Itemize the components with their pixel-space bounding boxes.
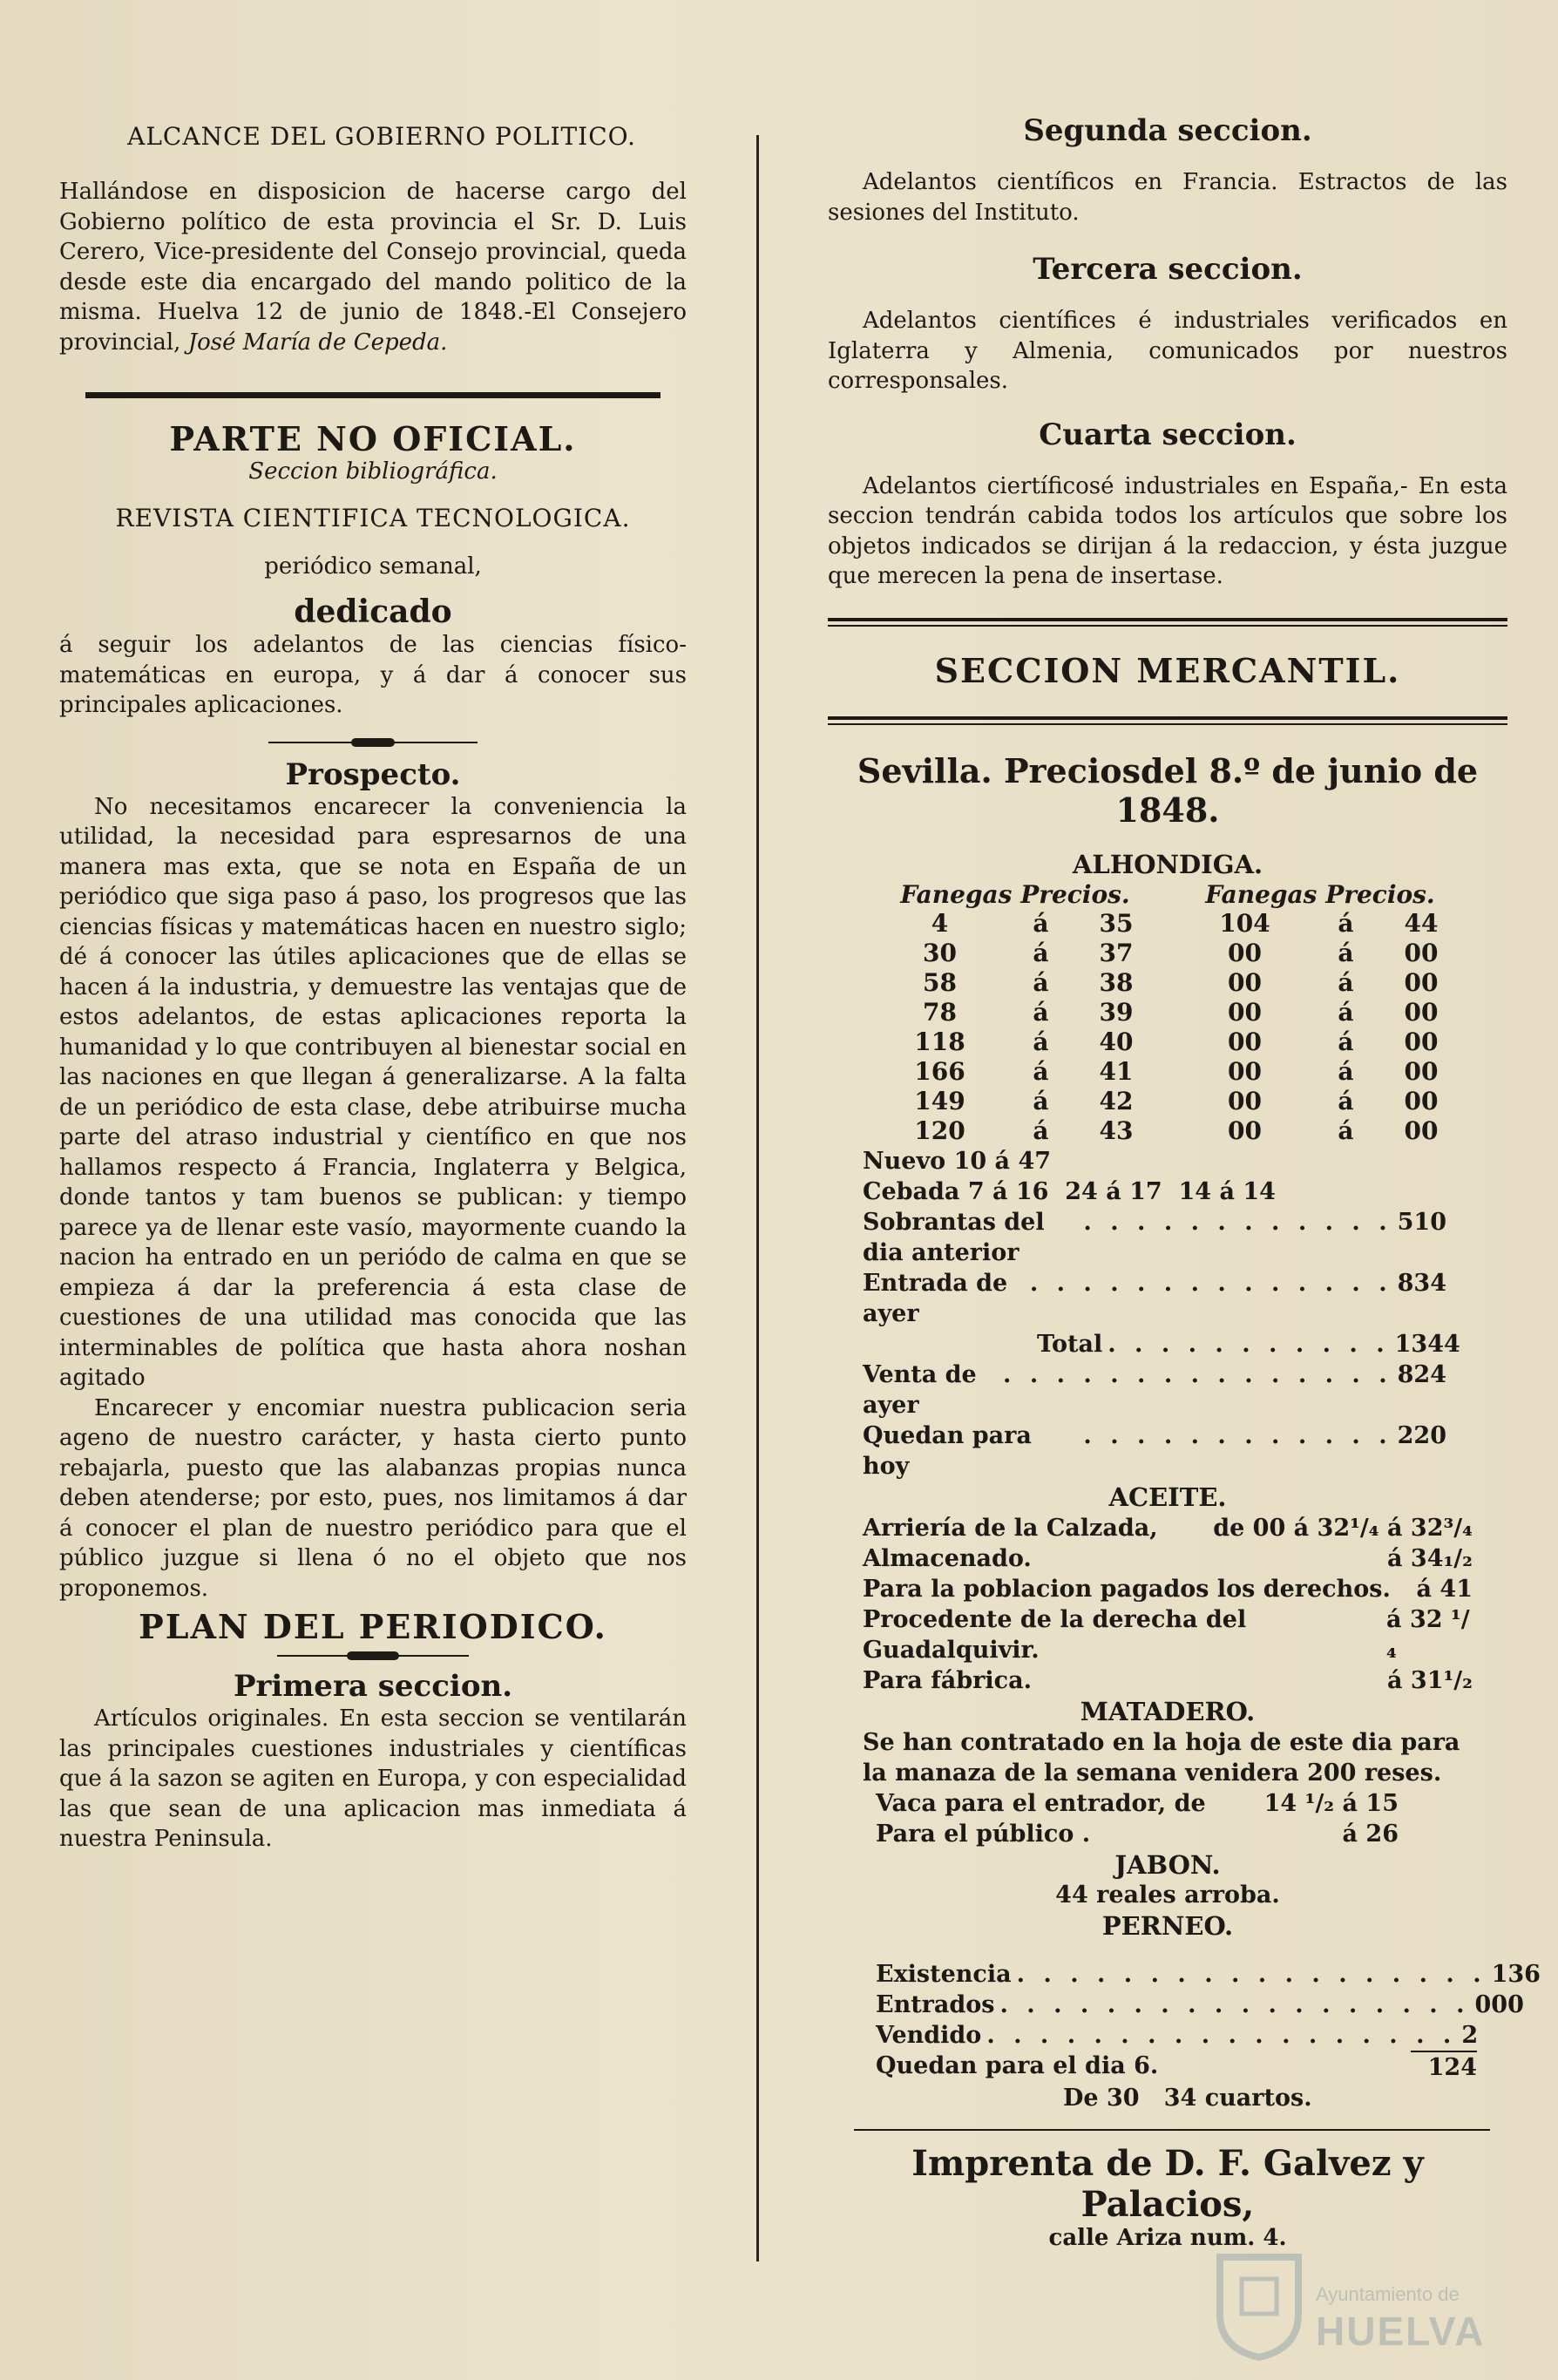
sobrantes-value: 510 — [1397, 1208, 1446, 1236]
alhondiga-cell: 00 — [1227, 939, 1262, 967]
alhondiga-cell: á — [1338, 1087, 1354, 1115]
matadero-title: MATADERO. — [1080, 1696, 1256, 1726]
alhondiga-cell: 42 — [1099, 1087, 1134, 1115]
prospecto-paragraph-1: No necesitamos encarecer la conveniencia la utilidad, la necesidad para espresarnos de una manera mas exta, que se nota en España de un periódico que siga paso á paso, los progresos que las ciencias físicas y matemáticas hacen en nuestro siglo; dé á conocer las útiles aplicaciones que de ellas se hacen á la industria, y demuestre las ventajas que de estos adelantos, de estas aplicaciones reporta la humanidad y lo que contribuyen al bienestar social en las naciones en que llegan á generalizarse. A la falta de un periódico de esta clase, debe atribuirse mucha parte del atraso industrial y científico en que nos hallamos respecto á Francia, Inglaterra y Belgica, donde tantos y tam buenos se publican: y tiempo parece ya de llenar este vasío, mayormente cuando la nacion ha entrado en un periódo de calma en que se empieza á dar la preferencia á esta clase de cuestiones de una utilidad mas conocida que las interminables de política que hasta ahora noshan agitado — [59, 793, 687, 1391]
total-row: Total . . . . . . . . . . . 1344 — [863, 1329, 1446, 1360]
alhondiga-row — [863, 1057, 1473, 1087]
total-label: Total — [1037, 1330, 1103, 1358]
right-column — [828, 113, 1541, 2251]
watermark-line-2: HUELVA — [1316, 2309, 1486, 2354]
quedan-dia-value: 124 — [1411, 2051, 1477, 2083]
vendido-value: 2 — [1461, 2021, 1479, 2049]
aceite-value: á 41 — [1416, 1575, 1473, 1603]
alcance-text — [59, 177, 687, 357]
cuarta-text: Adelantos ciertíficosé industriales en España,- En esta seccion tendrán cabida todos los artículos que sobre los objetos indicados se dirijan á la redaccion, y ésta juzgue que merecen la pena de insertase. — [828, 472, 1507, 589]
alcance-text-body: Hallándose en disposicion de hacerse cargo del Gobierno político de esta provincia el Sr. D. Luis Cerero, Vice-presidente del Consejo provincial, queda desde este dia encargado del mando politico de la misma. Huelva 12 de junio de 1848.-El Consejero provincial, — [59, 179, 687, 356]
alcance-signature: José María de Cepeda. — [187, 329, 448, 356]
alhondiga-cell: 00 — [1404, 998, 1439, 1027]
alhondiga-cell: á — [1338, 1116, 1354, 1145]
column-divider — [756, 135, 759, 2261]
alhondiga-cell: 35 — [1099, 909, 1134, 938]
cebada-row: Cebada 7 á 16 24 á 17 14 á 14 — [863, 1177, 1276, 1205]
mercantil-title: SECCION MERCANTIL. — [934, 650, 1401, 690]
revista-title: REVISTA CIENTIFICA TECNOLOGICA. — [115, 504, 631, 532]
alhondiga-totals — [863, 1207, 1460, 1482]
vaca-publico-value: á 26 — [1342, 1820, 1399, 1848]
de-30-row: De 30 34 cuartos. — [1063, 2084, 1312, 2112]
alhondiga-cell: 00 — [1227, 1027, 1262, 1056]
alhondiga-cell: á — [1338, 998, 1354, 1027]
vaca-publico-label: Para el público . — [876, 1820, 1091, 1848]
alhondiga-cell: 00 — [1227, 1087, 1262, 1115]
huelva-watermark — [1202, 2248, 1516, 2362]
alhondiga-cell: 00 — [1404, 1057, 1439, 1086]
alhondiga-cell: á — [1338, 909, 1354, 938]
sevilla-title: Sevilla. Preciosdel 8.º de junio de 1848. — [857, 750, 1479, 830]
ornament-knot — [347, 1651, 399, 1660]
parte-subtitle: Seccion bibliográfica. — [248, 458, 498, 485]
alhondiga-body — [863, 909, 1473, 1146]
aceite-row — [863, 1543, 1473, 1574]
alhondiga-cell: 166 — [914, 1057, 965, 1086]
plan-title: PLAN DEL PERIODICO. — [139, 1607, 607, 1646]
imprenta-rule — [854, 2129, 1490, 2131]
alhondiga-cell: á — [1033, 1057, 1049, 1086]
alhondiga-cell: á — [1033, 1116, 1049, 1145]
vendido-label: Vendido — [876, 2021, 982, 2049]
vaca-publico-row — [876, 1819, 1399, 1849]
alhondiga-cell: 00 — [1404, 1116, 1439, 1145]
entrados-label: Entrados — [876, 1990, 995, 2018]
alhondiga-cell: á — [1338, 968, 1354, 997]
aceite-row — [863, 1574, 1473, 1604]
segunda-title: Segunda seccion. — [1023, 113, 1312, 148]
alhondiga-cell: 38 — [1099, 968, 1134, 997]
alhondiga-row — [863, 939, 1473, 968]
entrada-row: Entrada de ayer . . . . . . . . . . . . . . 834 — [863, 1269, 1446, 1327]
alhondiga-cell: 118 — [914, 1027, 965, 1056]
quedan-label: Quedan para hoy — [863, 1421, 1032, 1480]
alhondiga-cell: 120 — [914, 1116, 965, 1145]
alhondiga-cell: á — [1033, 968, 1049, 997]
header-precios: Precios. — [1020, 879, 1130, 909]
alhondiga-row — [863, 1116, 1473, 1146]
alhondiga-cell: 37 — [1099, 939, 1134, 967]
vaca-entrador-value: 14 ¹/₂ á 15 — [1263, 1789, 1399, 1817]
vendido-row: Vendido . . . . . . . . . . . . . . . . . . 2 — [876, 2021, 1479, 2049]
alhondiga-table — [863, 880, 1473, 1146]
header-right — [1168, 880, 1473, 909]
alhondiga-title: ALHONDIGA. — [1072, 849, 1263, 879]
alhondiga-cell: 40 — [1099, 1027, 1134, 1056]
quedan-row: Quedan para hoy . . . . . . . . . . . . 220 — [863, 1421, 1446, 1480]
entrados-value: 000 — [1474, 1990, 1524, 2018]
sobrantes-row: Sobrantas del dia anterior . . . . . . . . . . . . 510 — [863, 1208, 1446, 1266]
double-rule-bottom — [828, 716, 1507, 725]
alhondiga-cell: á — [1033, 998, 1049, 1027]
venta-value: 824 — [1397, 1360, 1446, 1388]
alhondiga-cell: á — [1033, 1027, 1049, 1056]
aceite-title: ACEITE. — [1108, 1482, 1227, 1512]
ornament-divider — [268, 738, 478, 747]
entrada-value: 834 — [1397, 1269, 1446, 1297]
venta-row: Venta de ayer . . . . . . . . . . . . . . . 824 — [863, 1360, 1446, 1419]
tercera-text: Adelantos científices é industriales verificados en Iglaterra y Almenia, comunicados por nuestros corresponsales. — [828, 308, 1507, 394]
nuevo-row: Nuevo 10 á 47 — [863, 1147, 1052, 1175]
ornament-knot — [351, 738, 395, 747]
alhondiga-cell: á — [1338, 1027, 1354, 1056]
alhondiga-cell: á — [1338, 1057, 1354, 1086]
aceite-value: á 32 ¹/₄ — [1386, 1605, 1470, 1664]
entrados-row: Entrados . . . . . . . . . . . . . . . . . . 000 — [876, 1990, 1524, 2018]
vaca-entrador-label: Vaca para el entrador, de — [876, 1789, 1206, 1817]
alcance-title: ALCANCE DEL GOBIERNO POLITICO. — [127, 122, 636, 151]
vaca-list — [876, 1788, 1399, 1849]
dedicado-text: á seguir los adelantos de las ciencias físico-matemáticas en europa, y á dar á conocer sus principales aplicaciones. — [59, 632, 687, 718]
alhondiga-cell: á — [1033, 909, 1049, 938]
cuarta-title: Cuarta seccion. — [1039, 417, 1297, 452]
alhondiga-cell: 43 — [1099, 1116, 1134, 1145]
aceite-label: Almacenado. — [863, 1544, 1032, 1572]
alhondiga-cell: 104 — [1219, 909, 1270, 938]
alhondiga-row — [863, 1027, 1473, 1057]
alhondiga-cell: 00 — [1404, 1027, 1439, 1056]
aceite-label: Arriería de la Calzada, — [863, 1514, 1158, 1542]
tercera-title: Tercera seccion. — [1033, 252, 1303, 287]
alhondiga-cell: 00 — [1227, 968, 1262, 997]
perneo-title: PERNEO. — [1101, 1910, 1234, 1941]
watermark-line-1: Ayuntamiento de — [1316, 2283, 1460, 2305]
alhondiga-row — [863, 909, 1473, 939]
alhondiga-header-row — [863, 880, 1473, 909]
alhondiga-cell: 00 — [1404, 939, 1439, 967]
quedan-value: 220 — [1397, 1421, 1446, 1449]
aceite-row — [863, 1604, 1473, 1665]
calle-line: calle Ariza num. 4. — [1048, 2224, 1287, 2251]
prospecto-paragraph-2: Encarecer y encomiar nuestra publicacion seria ageno de nuestro carácter, y hasta cierto punto rebajarla, puesto que las alabanzas propias nunca deben atenderse; por esto, pues, nos limitamos á dar á conocer el plan de nuestro periódico para que el público juzgue si llena ó no el objeto que nos proponemos. — [59, 1394, 687, 1602]
aceite-value: á 31¹/₂ — [1387, 1666, 1473, 1694]
alhondiga-cell: 44 — [1404, 909, 1439, 938]
aceite-label: Para fábrica. — [863, 1666, 1032, 1694]
aceite-row — [863, 1665, 1473, 1696]
alhondiga-row — [863, 968, 1473, 998]
alhondiga-row — [863, 998, 1473, 1027]
perneo-list — [876, 1959, 1541, 2113]
alhondiga-cell: 00 — [1227, 1116, 1262, 1145]
aceite-list — [863, 1513, 1473, 1696]
existencia-value: 136 — [1491, 1960, 1541, 1988]
alhondiga-cell: 30 — [923, 939, 957, 967]
header-left — [863, 880, 1168, 909]
existencia-label: Existencia — [876, 1960, 1012, 1988]
header-fanegas: Fanegas — [900, 879, 1013, 909]
entrada-label: Entrada de ayer — [863, 1269, 1008, 1327]
aceite-label: Para la poblacion pagados los derechos. — [863, 1575, 1391, 1603]
primera-title: Primera seccion. — [233, 1669, 513, 1704]
alhondiga-cell: 00 — [1404, 1087, 1439, 1115]
thick-rule — [85, 392, 660, 398]
jabon-text: 44 reales arroba. — [1055, 1881, 1280, 1909]
double-rule-top — [828, 618, 1507, 627]
alhondiga-cell: 41 — [1099, 1057, 1134, 1086]
alhondiga-row — [863, 1087, 1473, 1116]
primera-text: Artículos originales. En esta seccion se ventilarán las principales cuestiones industriales y científicas que á la sazon se agiten en Europa, y con especialidad las que sean de una aplicacion mas inmediata á nuestra Peninsula. — [59, 1705, 688, 1852]
dedicado-heading: dedicado — [294, 593, 452, 630]
alhondiga-cell: á — [1033, 1087, 1049, 1115]
periodico-label: periódico semanal, — [264, 553, 482, 580]
aceite-label: Procedente de la derecha del Guadalquivir. — [863, 1605, 1247, 1664]
alhondiga-cell: 78 — [923, 998, 957, 1027]
parte-title: PARTE NO OFICIAL. — [169, 419, 577, 458]
sobrantes-label: Sobrantas del dia anterior — [863, 1208, 1045, 1266]
imprenta-line: Imprenta de D. F. Galvez y Palacios, — [911, 2142, 1424, 2225]
alhondiga-cell: á — [1338, 939, 1354, 967]
alhondiga-cell: 00 — [1227, 998, 1262, 1027]
venta-label: Venta de ayer — [863, 1360, 977, 1419]
alhondiga-cell: á — [1033, 939, 1049, 967]
vaca-entrador-row — [876, 1788, 1399, 1819]
aceite-row — [863, 1513, 1473, 1543]
matadero-text: Se han contratado en la hoja de este dia para la manaza de la semana venidera 200 reses. — [863, 1728, 1460, 1787]
prospecto-title: Prospecto. — [285, 756, 461, 792]
alhondiga-cell: 149 — [914, 1087, 965, 1115]
quedan-dia-row — [876, 2051, 1477, 2083]
existencia-row: Existencia . . . . . . . . . . . . . . . . . . 136 — [876, 1960, 1541, 1988]
header-fanegas: Fanegas — [1205, 879, 1318, 909]
alhondiga-cell: 4 — [931, 909, 949, 938]
aceite-value: de 00 á 32¹/₄ á 32³/₄ — [1213, 1514, 1473, 1542]
quedan-dia-label: Quedan para el dia 6. — [876, 2051, 1159, 2079]
aceite-value: á 34₁/₂ — [1387, 1544, 1473, 1572]
jabon-title: JABON. — [1114, 1849, 1221, 1880]
header-precios: Precios. — [1325, 879, 1435, 909]
alhondiga-cell: 00 — [1227, 1057, 1262, 1086]
left-column — [59, 122, 687, 1855]
alhondiga-cell: 58 — [923, 968, 957, 997]
total-value: 1344 — [1394, 1330, 1460, 1358]
alhondiga-cell: 39 — [1099, 998, 1134, 1027]
alhondiga-cell: 00 — [1404, 968, 1439, 997]
plan-ornament — [277, 1651, 469, 1660]
segunda-text: Adelantos científicos en Francia. Estractos de las sesiones del Instituto. — [828, 169, 1507, 226]
